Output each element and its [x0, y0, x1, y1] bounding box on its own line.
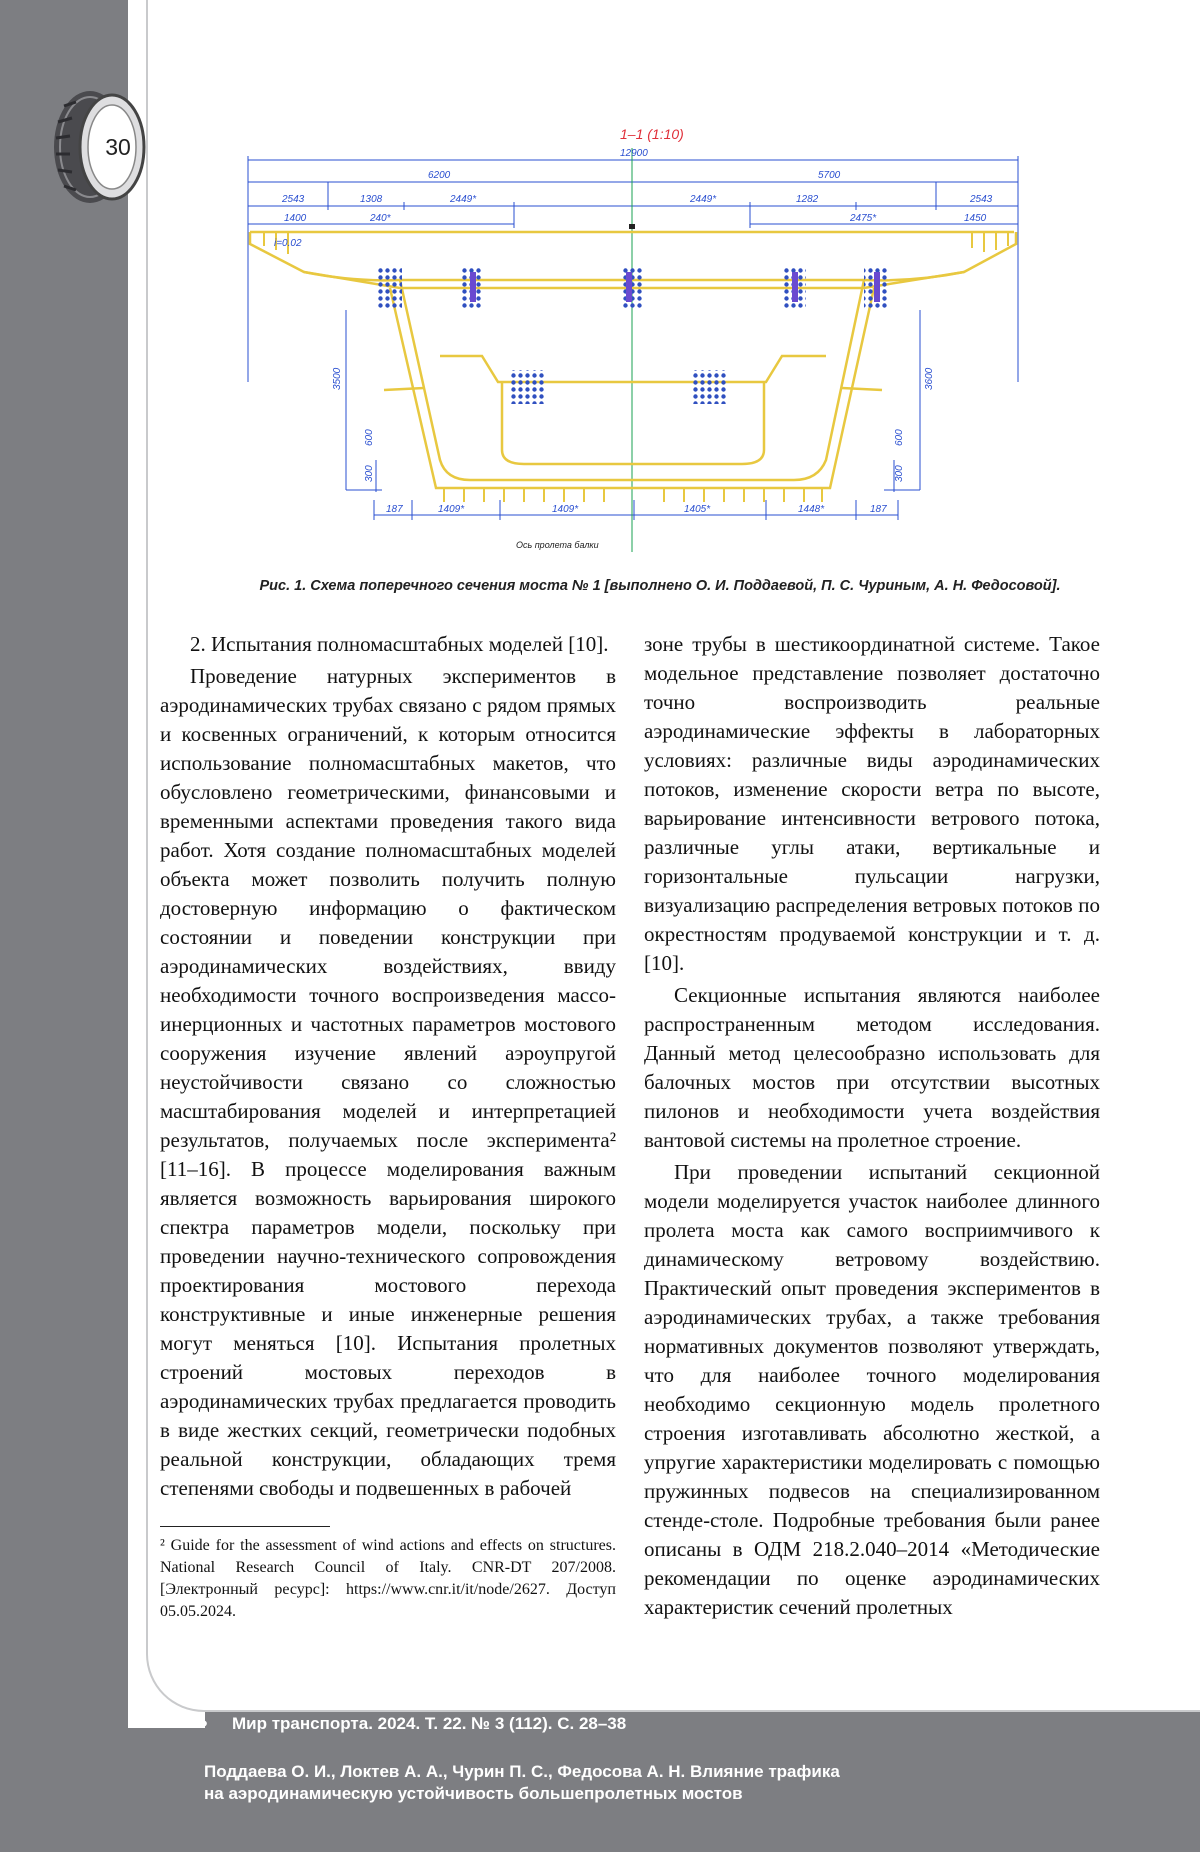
dim-2475: 2475*	[850, 213, 877, 224]
left-gray-band	[0, 0, 128, 1852]
bullet-icon: •	[200, 1711, 208, 1736]
dim-height-left: 3500	[332, 367, 343, 390]
dim-1409-a: 1409*	[438, 504, 465, 515]
dim-1450: 1450	[964, 213, 987, 224]
dim-1308: 1308	[360, 194, 383, 205]
dim-300-right: 300	[894, 465, 905, 482]
dim-right-half: 5700	[818, 170, 841, 181]
dim-1405: 1405*	[684, 504, 711, 515]
dim-600-left: 600	[364, 429, 375, 446]
dim-1448: 1448*	[798, 504, 825, 515]
bridge-cross-section-figure	[244, 120, 1024, 560]
paragraph: зоне трубы в шестикоординатной системе. Такое модельное представление позволяет достаточно точно воспроизводить реальные аэродинамические эффекты в лабораторных условиях: различные виды аэродинамических потоков, изменение скорости ветра по высоте, варьирование интенсивности ветрового потока, различные углы атаки, вертикальные и горизонтальные пульсации нагрузки, визуализацию распределения ветровых потоков по окрестностям продуваемой конструкции и т. д. [10].	[644, 632, 1100, 975]
paragraph: 2. Испытания полномасштабных моделей [10].	[190, 632, 609, 656]
dim-2449-left: 2449*	[450, 194, 477, 205]
dim-total: 12900	[620, 148, 648, 159]
dim-height-right: 3600	[924, 367, 935, 390]
paragraph: Проведение натурных экспериментов в аэродинамических трубах связано с рядом прямых и косвенных ограничений, к которым относится использование полномасштабных макетов, что обусловлено геометрическими, финансовыми и временными аспектами проведения такого вида работ. Хотя создание полномасштабных моделей объекта может позволить получить полную достоверную информацию о фактическом состоянии и поведении конструкции при аэродинамических воздействиях, ввиду необходимости точного воспроизведения массо-инерционных и частотных параметров мостового сооружения изучение явлений аэроупругой неустойчивости связано со сложностью масштабирования моделей и интерпретацией результатов, получаемых после эксперимента² [11–16]. В процессе моделирования важным является возможность варьирования широкого спектра параметров модели, поскольку при проведении научно-технического сопровождения проектирования мостового перехода конструктивные и иные инженерные решения могут меняться [10]. Испытания пролетных строений мостовых переходов в аэродинамических трубах предлагается проводить в виде жестких секций, геометрически подобных реальной конструкции, обладающих тремя степенями свободы и подвешенных в рабочей	[160, 664, 616, 1500]
slope-label: i=0.02	[274, 238, 302, 249]
footnote: ² Guide for the assessment of wind actions and effects on structures. National Research Council of Italy. CNR-DT 207/2008. [Электронный ресурс]: https://www.cnr.it/it/node/2627. Доступ 05.05.2024.	[160, 1537, 616, 1620]
page-number: 30	[105, 134, 131, 160]
dim-1282: 1282	[796, 194, 819, 205]
journal-reference: Мир транспорта. 2024. Т. 22. № 3 (112). С. 28–38	[232, 1714, 627, 1733]
dim-1409-b: 1409*	[552, 504, 579, 515]
dim-187-left: 187	[386, 504, 403, 515]
citation-line-2: на аэродинамическую устойчивость большепролетных мостов	[204, 1784, 743, 1803]
paragraph: При проведении испытаний секционной модели моделируется участок наиболее длинного пролета моста как самого восприимчивого к динамическому ветровому воздействию. Практический опыт проведения экспериментов в аэродинамических трубах, а также требования нормативных документов позволяют утверждать, что для наиболее точного моделирования необходимо секционную модель пролетного строения изготавливать абсолютно жесткой, а упругие характеристики моделировать с помощью пружинных подвесов на специализированном стенде-столе. Подробные требования были ранее описаны в ОДМ 218.2.040–2014 «Методические рекомендации по оценке аэродинамических характеристик сечений пролетных	[644, 1160, 1100, 1619]
dim-240: 240*	[370, 213, 391, 224]
figure-caption: Рис. 1. Схема поперечного сечения моста № 1 [выполнено О. И. Поддаевой, П. С. Чуриным, А. Н. Федосовой].	[259, 578, 1061, 594]
dim-2543-left: 2543	[282, 194, 305, 205]
dim-187-right: 187	[870, 504, 887, 515]
axis-label: Ось пролета балки	[516, 540, 599, 550]
citation-line-1: Поддаева О. И., Локтев А. А., Чурин П. С., Федосова А. Н. Влияние трафика	[204, 1762, 840, 1781]
citation-block	[204, 1761, 840, 1805]
section-title: 1–1 (1:10)	[620, 126, 684, 142]
dim-600-right: 600	[894, 429, 905, 446]
footnote-rule	[160, 1526, 330, 1527]
dim-left-half: 6200	[428, 170, 451, 181]
dim-2449-right: 2449*	[690, 194, 717, 205]
left-column	[160, 630, 616, 1503]
dim-300-left: 300	[364, 465, 375, 482]
paragraph: Секционные испытания являются наиболее распространенным методом исследования. Данный метод целесообразно использовать для балочных мостов при отсутствии высотных пилонов и необходимости учета воздействия вантовой системы на пролетное строение.	[644, 983, 1100, 1152]
dim-2543-right: 2543	[970, 194, 993, 205]
right-column	[644, 630, 1100, 1622]
dim-1400: 1400	[284, 213, 307, 224]
